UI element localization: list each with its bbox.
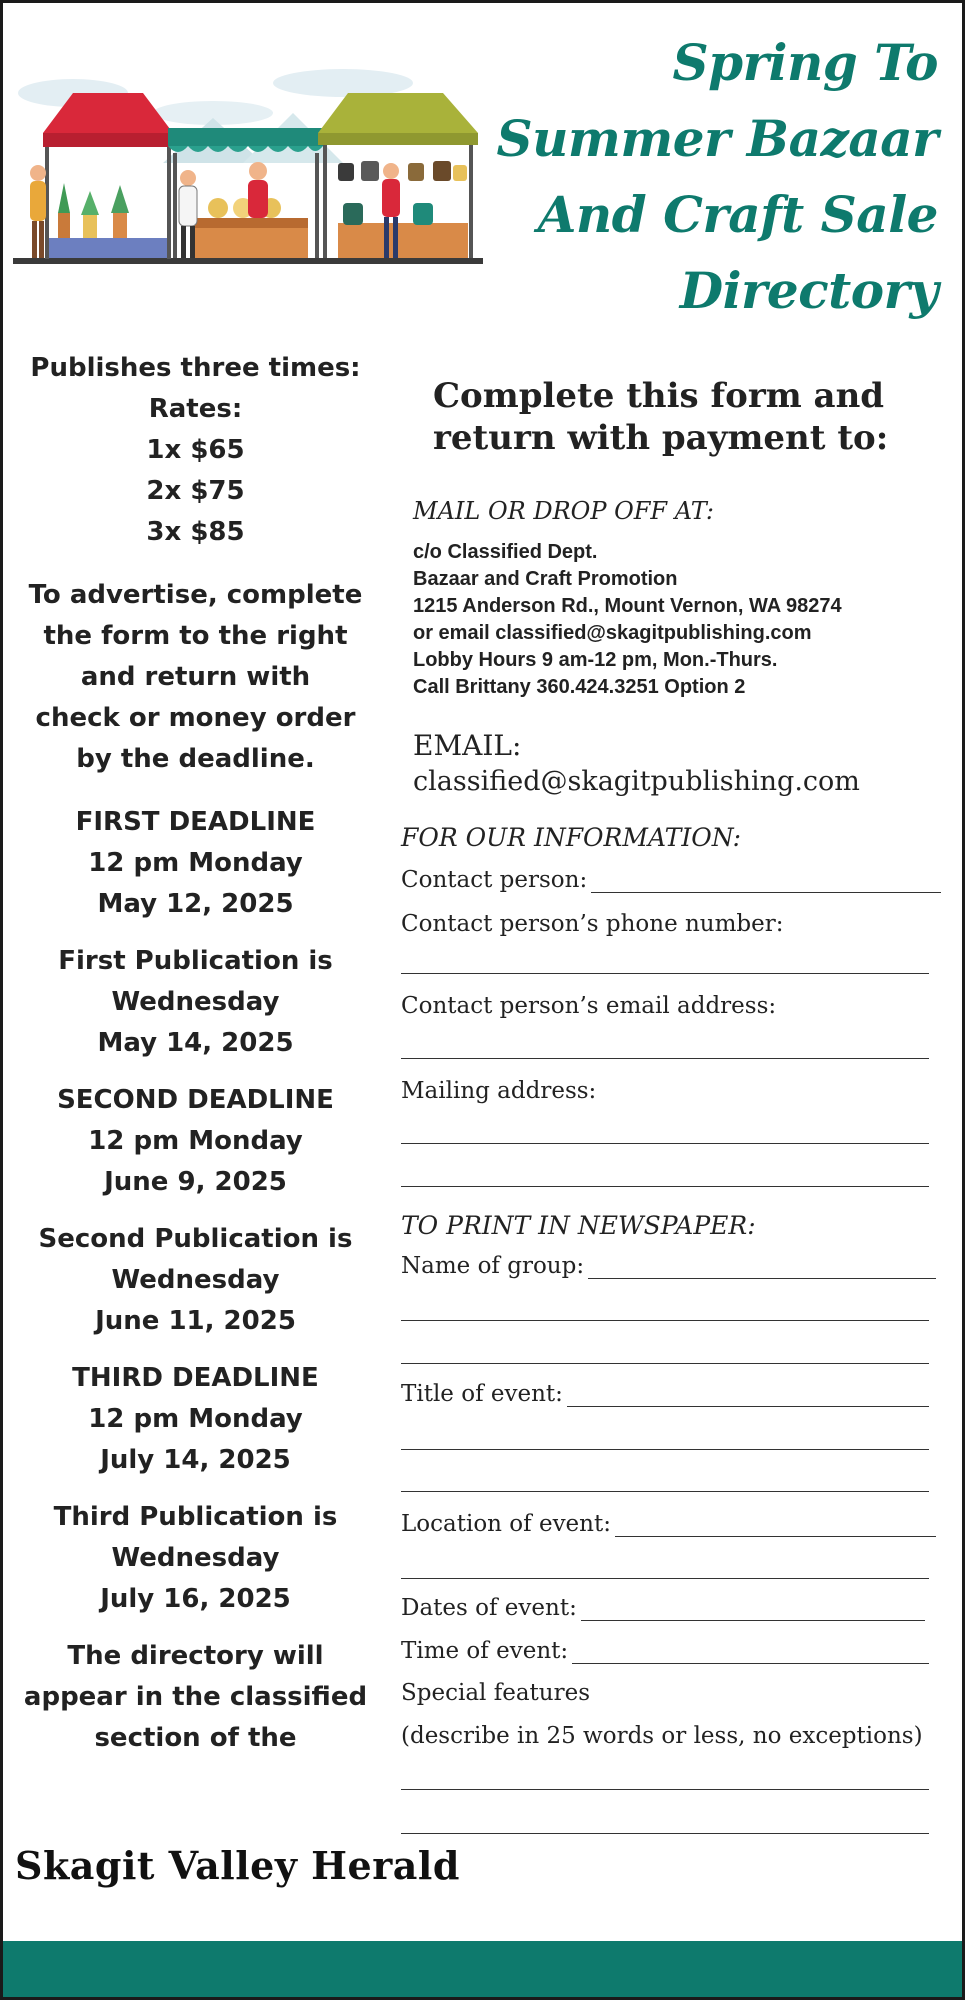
to-print-in-newspaper-label: TO PRINT IN NEWSPAPER: — [401, 1211, 756, 1240]
special-features-line-2[interactable] — [401, 1833, 929, 1834]
group-name-field[interactable] — [401, 1253, 936, 1279]
second-publication-day: Wednesday — [111, 1265, 280, 1295]
advertise-instructions — [23, 575, 368, 780]
first-publication-block — [23, 941, 368, 1064]
event-title-line-2[interactable] — [401, 1449, 929, 1450]
form-heading — [433, 375, 946, 459]
special-features-note: (describe in 25 words or less, no exceptions) — [401, 1723, 923, 1749]
address-line: c/o Classified Dept. — [413, 541, 598, 563]
rates-block — [23, 348, 368, 553]
title-line-3: And Craft Sale — [537, 185, 938, 244]
first-deadline-date: May 12, 2025 — [97, 889, 294, 919]
event-location-label: Location of event: — [401, 1511, 611, 1537]
third-deadline-date: July 14, 2025 — [100, 1445, 291, 1475]
address-line: Call Brittany 360.424.3251 Option 2 — [413, 676, 746, 698]
special-features-line-1[interactable] — [401, 1789, 929, 1790]
third-deadline-block — [23, 1358, 368, 1481]
form-heading-line: Complete this form and — [433, 376, 885, 416]
advertise-line: check or money order — [35, 703, 356, 733]
event-location-field[interactable] — [401, 1511, 936, 1537]
email-label: EMAIL: — [413, 729, 522, 762]
market-stalls-illustration — [13, 53, 483, 278]
event-location-line-2[interactable] — [401, 1578, 929, 1579]
mailing-address-block — [413, 539, 946, 701]
advertise-line: the form to the right — [43, 621, 348, 651]
form-fields — [401, 823, 946, 1843]
group-name-line-2[interactable] — [401, 1320, 929, 1321]
second-publication-date: June 11, 2025 — [95, 1306, 296, 1336]
event-dates-line[interactable] — [581, 1599, 925, 1621]
first-publication-heading: First Publication is — [58, 946, 333, 976]
group-name-line-3[interactable] — [401, 1363, 929, 1364]
second-deadline-date: June 9, 2025 — [104, 1167, 287, 1197]
third-publication-block — [23, 1497, 368, 1620]
mailing-address-line-1[interactable] — [401, 1143, 929, 1144]
event-dates-label: Dates of event: — [401, 1595, 577, 1621]
contact-phone-line[interactable] — [401, 973, 929, 974]
skagit-valley-herald-logo: Skagit Valley Herald — [15, 1843, 460, 1888]
directory-note-line: section of the — [94, 1723, 297, 1753]
directory-note-line: appear in the classified — [23, 1682, 368, 1712]
title-line-2: Summer Bazaar — [496, 109, 938, 168]
rate-1x: 1x $65 — [146, 435, 245, 465]
first-deadline-time: 12 pm Monday — [88, 848, 303, 878]
mailing-address-label-row — [401, 1078, 941, 1104]
mailing-address-label: Mailing address: — [401, 1078, 597, 1104]
mailing-address-line-2[interactable] — [401, 1186, 929, 1187]
contact-phone-label: Contact person’s phone number: — [401, 911, 784, 937]
advertise-line: To advertise, complete — [28, 580, 363, 610]
third-deadline-heading: THIRD DEADLINE — [72, 1363, 319, 1393]
event-time-line[interactable] — [572, 1642, 929, 1664]
address-line: 1215 Anderson Rd., Mount Vernon, WA 98274 — [413, 595, 842, 617]
second-publication-block — [23, 1219, 368, 1342]
second-publication-heading: Second Publication is — [38, 1224, 353, 1254]
contact-person-field[interactable] — [401, 867, 941, 893]
second-deadline-block — [23, 1080, 368, 1203]
flyer-title — [418, 25, 938, 329]
address-line: Bazaar and Craft Promotion — [413, 568, 678, 590]
contact-person-label: Contact person: — [401, 867, 588, 893]
special-features-note-row — [401, 1723, 941, 1749]
third-publication-heading: Third Publication is — [53, 1502, 338, 1532]
rates-label: Rates: — [148, 394, 243, 424]
order-form-column — [401, 375, 946, 1843]
contact-phone-label-row — [401, 911, 941, 937]
address-line: or email classified@skagitpublishing.com — [413, 622, 812, 644]
directory-note — [23, 1636, 368, 1759]
for-our-information-label: FOR OUR INFORMATION: — [401, 823, 742, 852]
rates-and-deadlines-column — [23, 348, 368, 1759]
special-features-label-row — [401, 1680, 941, 1706]
third-publication-date: July 16, 2025 — [100, 1584, 291, 1614]
advertise-line: by the deadline. — [76, 744, 315, 774]
address-line: Lobby Hours 9 am-12 pm, Mon.-Thurs. — [413, 649, 778, 671]
publishes-text: Publishes three times: — [30, 353, 361, 383]
rate-3x: 3x $85 — [146, 517, 245, 547]
contact-email-label: Contact person’s email address: — [401, 993, 777, 1019]
group-name-label: Name of group: — [401, 1253, 585, 1279]
event-title-label: Title of event: — [401, 1381, 563, 1407]
group-name-line[interactable] — [588, 1257, 936, 1279]
contact-email-line[interactable] — [401, 1058, 929, 1059]
event-time-label: Time of event: — [401, 1638, 569, 1664]
form-heading-line: return with payment to: — [433, 418, 889, 458]
event-location-line[interactable] — [615, 1515, 936, 1537]
second-deadline-heading: SECOND DEADLINE — [57, 1085, 334, 1115]
directory-note-line: The directory will — [67, 1641, 324, 1671]
email-address: classified@skagitpublishing.com — [413, 766, 860, 797]
first-publication-day: Wednesday — [111, 987, 280, 1017]
event-title-field[interactable] — [401, 1381, 929, 1407]
first-deadline-block — [23, 802, 368, 925]
first-publication-date: May 14, 2025 — [97, 1028, 294, 1058]
advertise-line: and return with — [80, 662, 311, 692]
title-line-1: Spring To — [672, 33, 938, 92]
third-publication-day: Wednesday — [111, 1543, 280, 1573]
footer-accent-bar — [3, 1941, 962, 1997]
special-features-label: Special features — [401, 1680, 591, 1706]
title-line-4: Directory — [679, 261, 938, 320]
first-deadline-heading: FIRST DEADLINE — [75, 807, 316, 837]
mail-drop-off-label: MAIL OR DROP OFF AT: — [413, 497, 714, 525]
second-deadline-time: 12 pm Monday — [88, 1126, 303, 1156]
contact-person-line[interactable] — [591, 871, 941, 893]
event-dates-field[interactable] — [401, 1595, 925, 1621]
third-deadline-time: 12 pm Monday — [88, 1404, 303, 1434]
event-title-line[interactable] — [567, 1385, 929, 1407]
contact-email-label-row — [401, 993, 941, 1019]
event-title-line-3[interactable] — [401, 1491, 929, 1492]
rate-2x: 2x $75 — [146, 476, 245, 506]
event-time-field[interactable] — [401, 1638, 929, 1664]
